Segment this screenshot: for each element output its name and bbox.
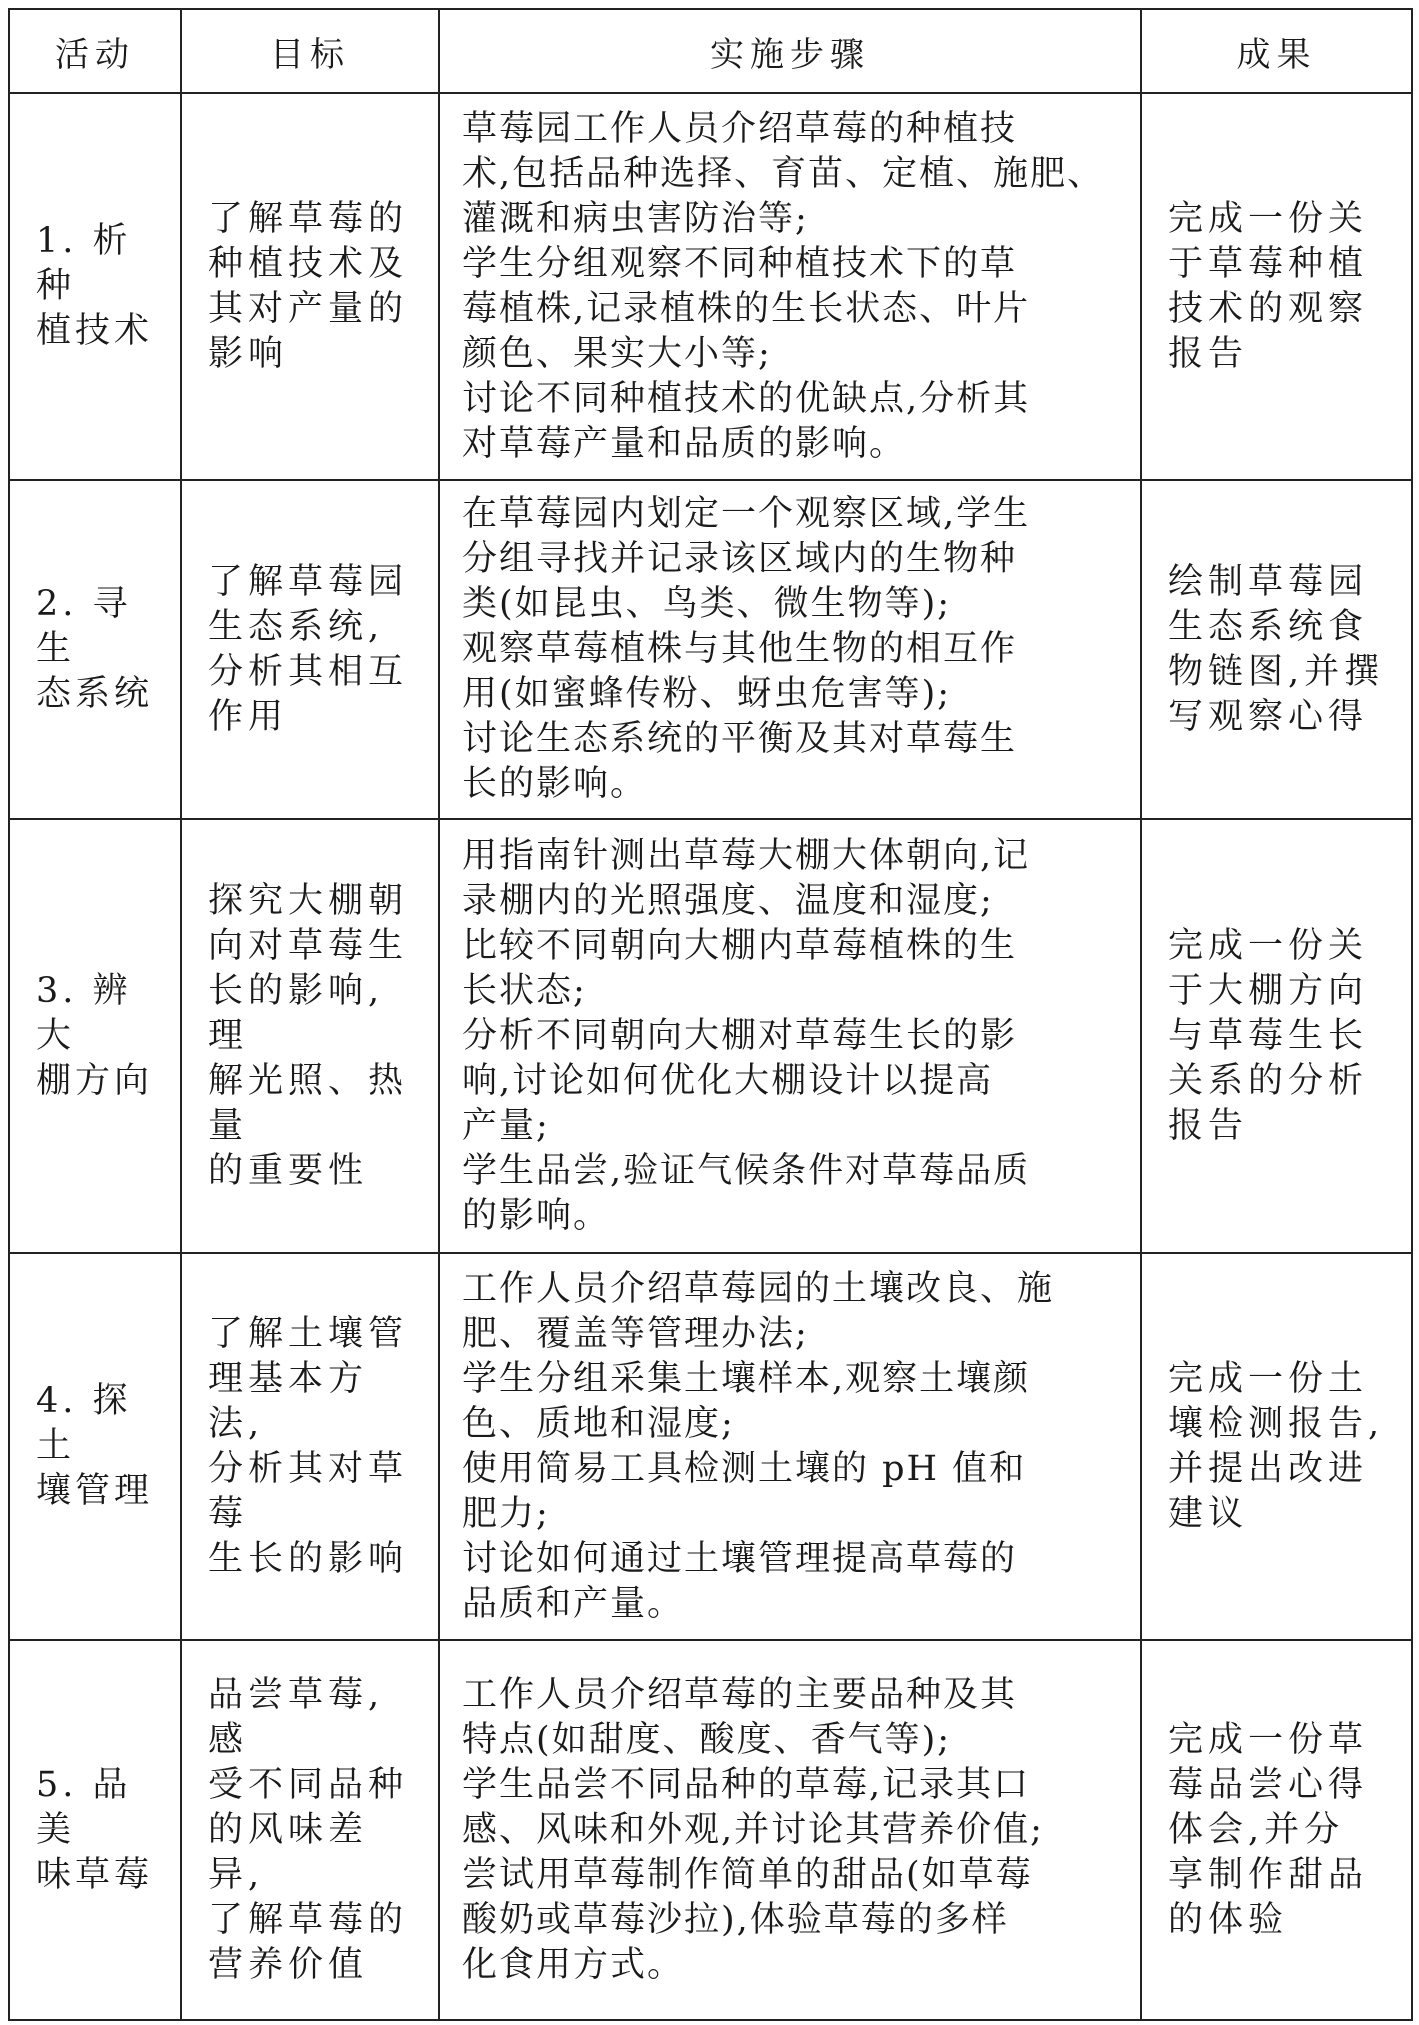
steps-text: 用指南针测出草莓大棚大体朝向,记 录棚内的光照强度、温度和湿度; 比较不同朝向大棚内草莓植株的生 长状态; 分析不同朝向大棚对草莓生长的影 响,讨论如何优化大棚设计以提高 产量; 学生品尝,验证气候条件对草莓品质 的影响。 bbox=[462, 835, 1031, 1236]
activity-text: 2. 寻生 态系统 bbox=[36, 584, 154, 714]
result-text: 完成一份草 莓品尝心得 体会,并分 享制作甜品 的体验 bbox=[1168, 1719, 1369, 1940]
steps-cell bbox=[439, 1640, 1141, 2020]
goal-text: 了解草莓的 种植技术及 其对产量的 影响 bbox=[208, 198, 409, 374]
goal-text: 了解土壤管 理基本方法, 分析其对草莓 生长的影响 bbox=[208, 1313, 409, 1579]
activity-table bbox=[8, 8, 1413, 2021]
activity-cell bbox=[9, 1253, 181, 1640]
result-text: 绘制草莓园 生态系统食 物链图,并撰 写观察心得 bbox=[1168, 561, 1385, 737]
result-cell bbox=[1141, 819, 1412, 1253]
table-row bbox=[9, 819, 1412, 1253]
header-goal: 目标 bbox=[181, 9, 439, 93]
activity-text: 3. 辨大 棚方向 bbox=[36, 970, 154, 1101]
goal-cell bbox=[181, 819, 439, 1253]
table-row bbox=[9, 480, 1412, 819]
activity-text: 4. 探土 壤管理 bbox=[36, 1381, 154, 1511]
activity-text: 5. 品美 味草莓 bbox=[36, 1764, 154, 1895]
result-text: 完成一份关 于草莓种植 技术的观察 报告 bbox=[1168, 198, 1369, 374]
steps-text: 工作人员介绍草莓的主要品种及其 特点(如甜度、酸度、香气等); 学生品尝不同品种的草莓,记录其口 感、风味和外观,并讨论其营养价值; 尝试用草莓制作简单的甜品(如草莓 酸奶或草莓沙拉),体验草莓的多样 化食用方式。 bbox=[462, 1674, 1044, 1985]
header-steps: 实施步骤 bbox=[439, 9, 1141, 93]
table-header-row bbox=[9, 9, 1412, 93]
result-cell bbox=[1141, 93, 1412, 480]
result-cell bbox=[1141, 480, 1412, 819]
activity-cell bbox=[9, 1640, 181, 2020]
table-row bbox=[9, 93, 1412, 480]
activity-cell bbox=[9, 93, 181, 480]
goal-text: 了解草莓园 生态系统, 分析其相互 作用 bbox=[208, 561, 409, 737]
result-cell bbox=[1141, 1640, 1412, 2020]
goal-text: 探究大棚朝 向对草莓生 长的影响,理 解光照、热量 的重要性 bbox=[208, 880, 409, 1191]
header-result: 成果 bbox=[1141, 9, 1412, 93]
steps-cell bbox=[439, 480, 1141, 819]
goal-cell bbox=[181, 1640, 439, 2020]
activity-text: 1. 析种 植技术 bbox=[36, 221, 154, 351]
goal-cell bbox=[181, 480, 439, 819]
result-text: 完成一份关 于大棚方向 与草莓生长 关系的分析 报告 bbox=[1168, 925, 1369, 1146]
table-row bbox=[9, 1640, 1412, 2020]
steps-text: 在草莓园内划定一个观察区域,学生 分组寻找并记录该区域内的生物种 类(如昆虫、鸟类、微生物等); 观察草莓植株与其他生物的相互作 用(如蜜蜂传粉、蚜虫危害等); 讨论生态系统的平衡及其对草莓生 长的影响。 bbox=[462, 494, 1031, 804]
activity-cell bbox=[9, 819, 181, 1253]
header-activity: 活动 bbox=[9, 9, 181, 93]
steps-text: 工作人员介绍草莓园的土壤改良、施 肥、覆盖等管理办法; 学生分组采集土壤样本,观察土壤颜 色、质地和湿度; 使用简易工具检测土壤的 pH 值和 肥力; 讨论如何通过土壤管理提高草莓的 品质和产量。 bbox=[462, 1268, 1055, 1624]
table-row bbox=[9, 1253, 1412, 1640]
goal-cell bbox=[181, 1253, 439, 1640]
steps-cell bbox=[439, 819, 1141, 1253]
activity-cell bbox=[9, 480, 181, 819]
steps-text: 草莓园工作人员介绍草莓的种植技 术,包括品种选择、育苗、定植、施肥、 灌溉和病虫害防治等; 学生分组观察不同种植技术下的草 莓植株,记录植株的生长状态、叶片 颜色、果实大小等; 讨论不同种植技术的优缺点,分析其 对草莓产量和品质的影响。 bbox=[462, 108, 1105, 464]
result-cell bbox=[1141, 1253, 1412, 1640]
result-text: 完成一份土 壤检测报告, 并提出改进 建议 bbox=[1168, 1358, 1385, 1534]
steps-cell bbox=[439, 93, 1141, 480]
goal-text: 品尝草莓,感 受不同品种 的风味差异, 了解草莓的 营养价值 bbox=[208, 1674, 409, 1985]
steps-cell bbox=[439, 1253, 1141, 1640]
goal-cell bbox=[181, 93, 439, 480]
